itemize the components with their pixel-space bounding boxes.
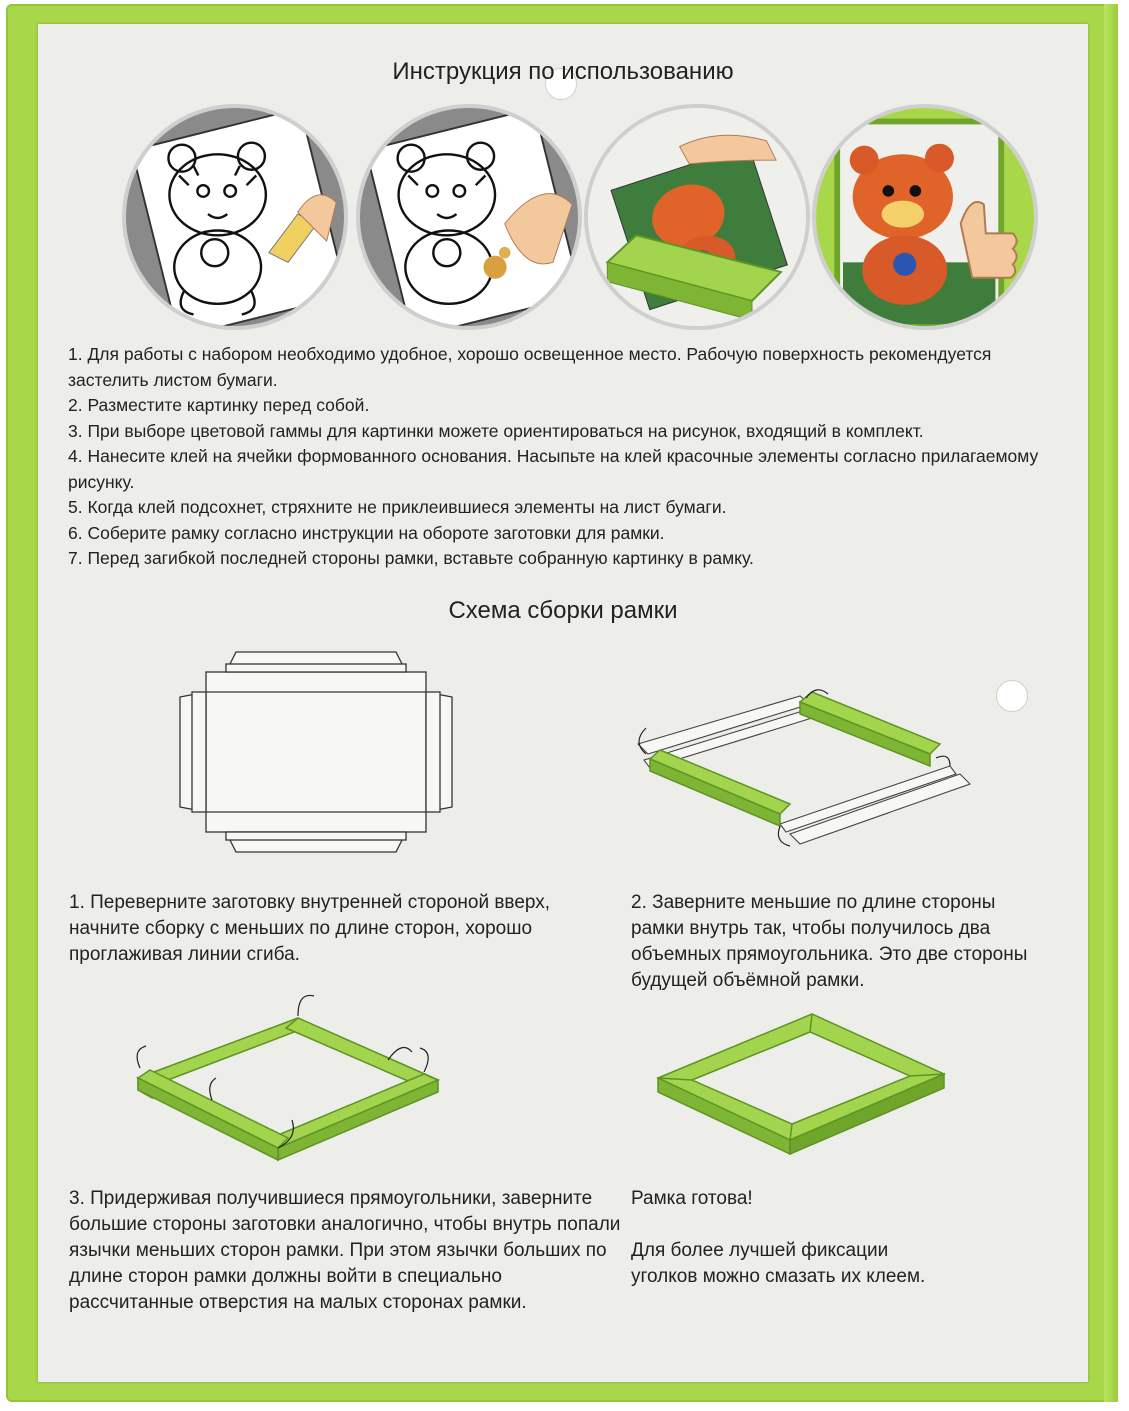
assembly-step-3-text: 3. Придерживая получившиеся прямоугольники, заверните большие стороны заготовки аналогично, чтобы внутрь попали язычки меньших сторон рамки. При этом язычки больших по длине сторон рамки должны войти в специально рассчитанные отверстия на малых сторонах рамки. bbox=[69, 1188, 621, 1313]
assembly-step-2-text: 2. Заверните меньшие по длине стороны рамки внутрь так, чтобы получилось два объемных прямоугольника. Это две стороны будущей объёмной рамки. bbox=[631, 892, 1028, 991]
instruction-title: Инструкция по использованию bbox=[392, 58, 734, 85]
usage-step: 3. При выборе цветовой гаммы для картинки можете ориентироваться на рисунок, входящий в комплект. bbox=[68, 420, 924, 441]
frame-ready-text: Рамка готова! bbox=[631, 1188, 753, 1209]
illustration-finished-picture bbox=[812, 104, 1038, 330]
usage-step: 5. Когда клей подсохнет, стряхните не приклеившиеся элементы на лист бумаги. bbox=[68, 497, 727, 517]
illustration-framing-picture bbox=[584, 104, 810, 330]
diagram-short-sides-folded bbox=[630, 674, 980, 874]
board-edge bbox=[1104, 4, 1118, 1402]
diagram-long-sides-folding bbox=[128, 988, 458, 1178]
instruction-sheet bbox=[38, 24, 1088, 1382]
usage-steps-list bbox=[68, 342, 1068, 572]
assembly-title: Схема сборки рамки bbox=[448, 597, 678, 624]
usage-step: 1. Для работы с набором необходимо удобное, хорошо освещенное место. Рабочую поверхность рекомендуется застелить листом бумаги. bbox=[68, 344, 992, 390]
punch-hole-right bbox=[996, 680, 1028, 712]
diagram-finished-frame bbox=[652, 1008, 952, 1168]
diagram-flat-blank bbox=[176, 642, 456, 862]
assembly-step-1-text: 1. Переверните заготовку внутренней стороной вверх, начните сборку с меньших по длине сторон, хорошо проглаживая линии сгиба. bbox=[69, 892, 551, 965]
usage-step: 4. Нанесите клей на ячейки формованного основания. Насыпьте на клей красочные элементы согласно прилагаемому рисунку. bbox=[68, 446, 1039, 492]
usage-step: 7. Перед загибкой последней стороны рамки, вставьте собранную картинку в рамку. bbox=[68, 548, 754, 568]
usage-step: 6. Соберите рамку согласно инструкции на обороте заготовки для рамки. bbox=[68, 522, 665, 543]
usage-step: 2. Разместите картинку перед собой. bbox=[68, 395, 370, 415]
glue-tip-text: Для более лучшей фиксации уголков можно смазать их клеем. bbox=[631, 1240, 926, 1287]
illustration-outline-coloring bbox=[122, 104, 348, 330]
illustration-adding-glitter bbox=[356, 104, 582, 330]
